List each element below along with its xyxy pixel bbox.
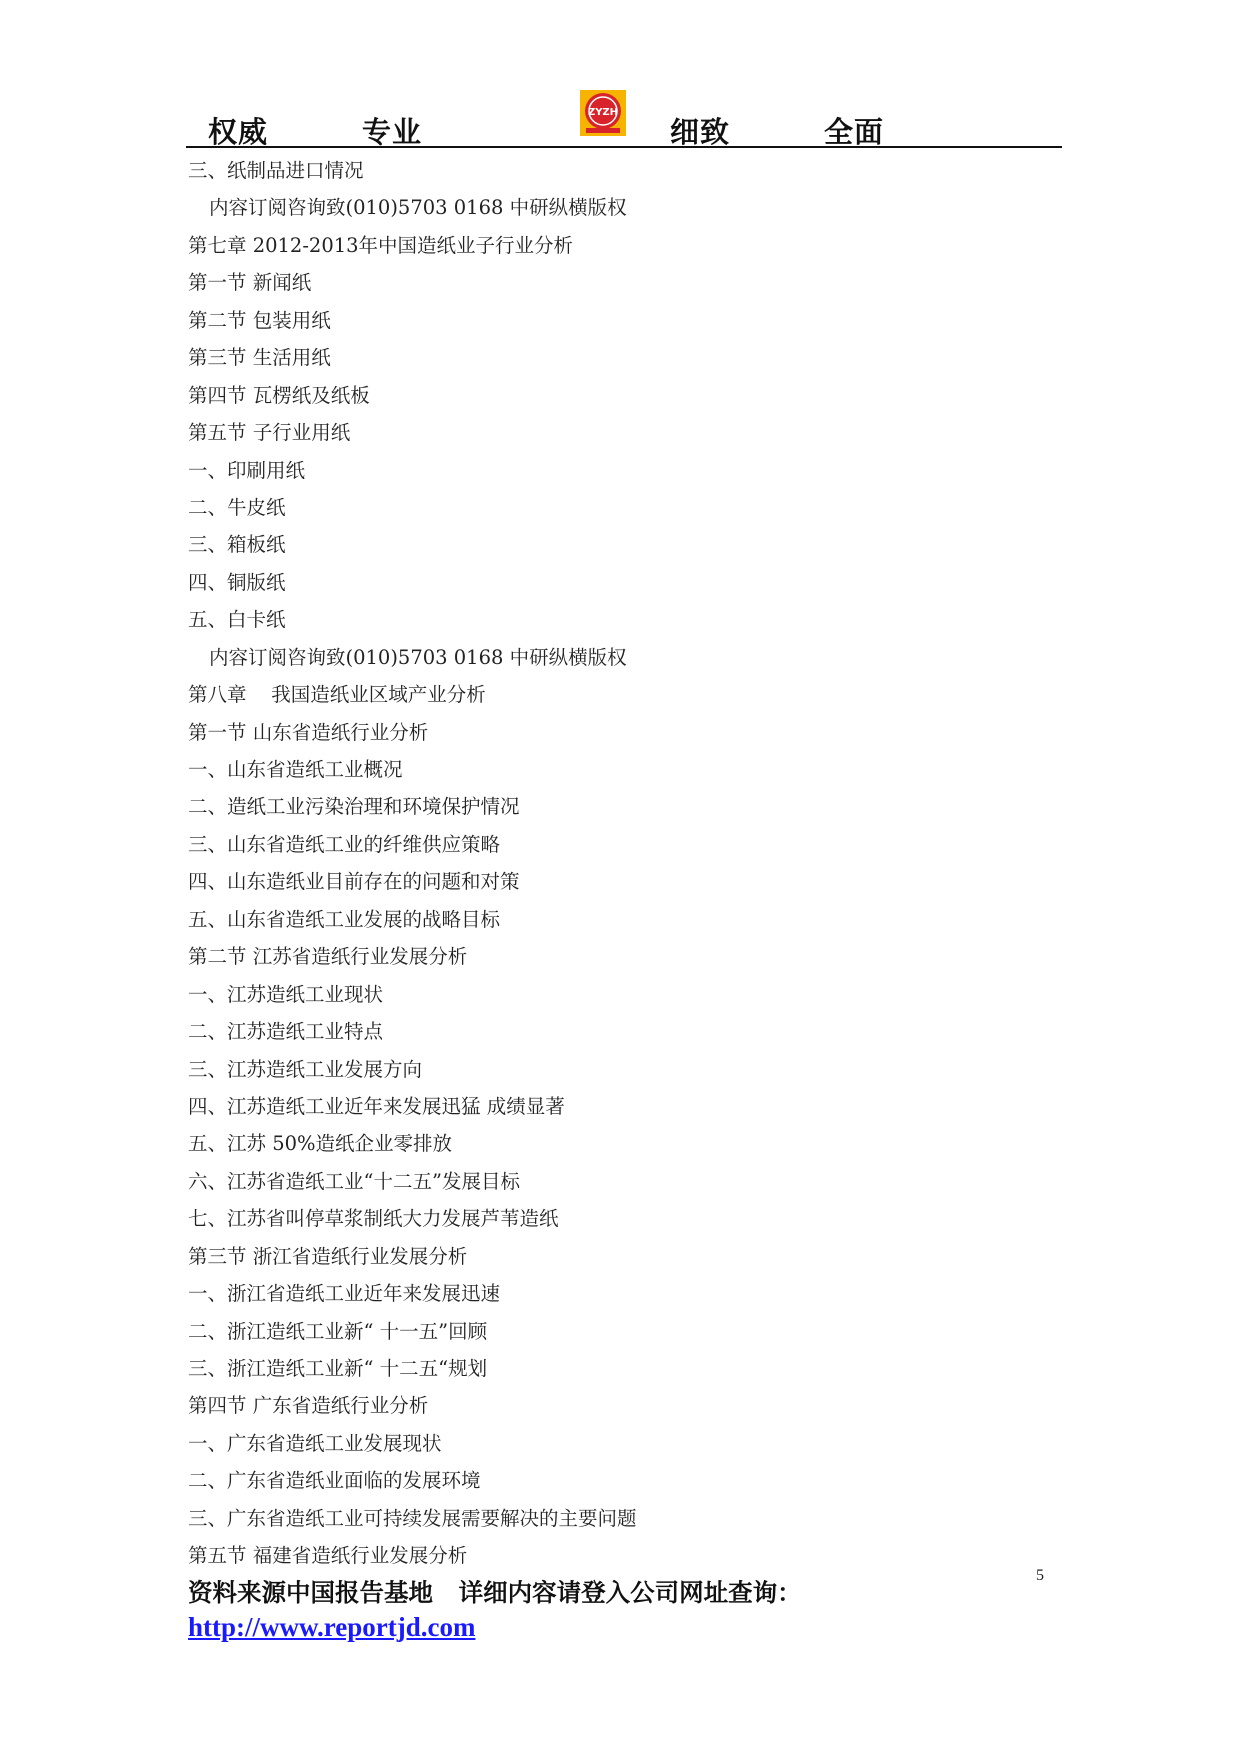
header-word-professional: 专业: [362, 115, 423, 149]
toc-entry: 五、山东省造纸工业发展的战略目标: [188, 907, 501, 931]
header-word-meticulous: 细致: [670, 115, 731, 149]
footer-source-text: 资料来源中国报告基地 详细内容请登入公司网址查询：: [188, 1578, 802, 1607]
website-link[interactable]: http://www.reportjd.com: [188, 1612, 476, 1642]
svg-text:ZYZH: ZYZH: [587, 107, 619, 118]
toc-entry: 七、江苏省叫停草浆制纸大力发展芦苇造纸: [188, 1207, 559, 1231]
toc-entry: 二、牛皮纸: [188, 495, 286, 519]
page-header: [186, 86, 1062, 148]
toc-entry: 一、印刷用纸: [188, 458, 306, 482]
toc-entry: 第四节 广东省造纸行业分析: [188, 1394, 429, 1418]
header-word-authority: 权威: [208, 115, 269, 149]
toc-entry: 第一节 山东省造纸行业分析: [188, 720, 429, 744]
toc-entry: 内容订阅咨询致(010)5703 0168 中研纵横版权: [209, 196, 627, 220]
toc-entry: 一、浙江省造纸工业近年来发展迅速: [188, 1282, 501, 1306]
toc-entry: 内容订阅咨询致(010)5703 0168 中研纵横版权: [209, 645, 627, 669]
toc-entry: 四、江苏造纸工业近年来发展迅猛 成绩显著: [188, 1094, 565, 1118]
toc-entry: 三、江苏造纸工业发展方向: [188, 1057, 423, 1081]
toc-entry: 第五节 福建省造纸行业发展分析: [188, 1544, 468, 1568]
toc-entry: 四、铜版纸: [188, 570, 286, 594]
toc-entry: 四、山东造纸业目前存在的问题和对策: [188, 870, 520, 894]
toc-entry: 三、箱板纸: [188, 533, 286, 557]
table-of-contents: [188, 152, 1048, 1575]
toc-entry: 五、白卡纸: [188, 608, 286, 632]
toc-entry: 二、广东省造纸业面临的发展环境: [188, 1469, 481, 1493]
toc-entry: 第二节 包装用纸: [188, 308, 331, 332]
toc-entry: 第五节 子行业用纸: [188, 421, 351, 445]
toc-entry: 一、江苏造纸工业现状: [188, 982, 384, 1006]
toc-entry: 二、江苏造纸工业特点: [188, 1020, 384, 1044]
toc-entry: 三、山东省造纸工业的纤维供应策略: [188, 832, 501, 856]
toc-entry: 第二节 江苏省造纸行业发展分析: [188, 945, 468, 969]
toc-entry: 六、江苏省造纸工业“十二五”发展目标: [188, 1169, 520, 1193]
toc-entry: 第三节 生活用纸: [188, 346, 331, 370]
toc-entry: 第一节 新闻纸: [188, 271, 312, 295]
toc-entry: 三、浙江造纸工业新“ 十二五“规划: [188, 1357, 488, 1380]
toc-entry: 二、浙江造纸工业新“ 十一五”回顾: [188, 1319, 488, 1343]
company-logo: [580, 90, 626, 136]
toc-entry: 第八章 我国造纸业区域产业分析: [188, 683, 486, 707]
toc-entry: 一、山东省造纸工业概况: [188, 758, 403, 781]
toc-entry: 第三节 浙江省造纸行业发展分析: [188, 1244, 468, 1268]
toc-entry: 二、造纸工业污染治理和环境保护情况: [188, 795, 520, 819]
toc-entry: 第七章 2012-2013年中国造纸业子行业分析: [188, 233, 574, 257]
toc-entry: 三、纸制品进口情况: [188, 159, 364, 182]
toc-entry: 一、广东省造纸工业发展现状: [188, 1431, 442, 1455]
toc-entry: 三、广东省造纸工业可持续发展需要解决的主要问题: [188, 1506, 637, 1530]
header-word-comprehensive: 全面: [824, 115, 885, 149]
toc-entry: 第四节 瓦楞纸及纸板: [188, 383, 370, 407]
toc-entry: 五、江苏 50%造纸企业零排放: [188, 1132, 453, 1156]
page-number: 5: [1036, 1567, 1044, 1584]
